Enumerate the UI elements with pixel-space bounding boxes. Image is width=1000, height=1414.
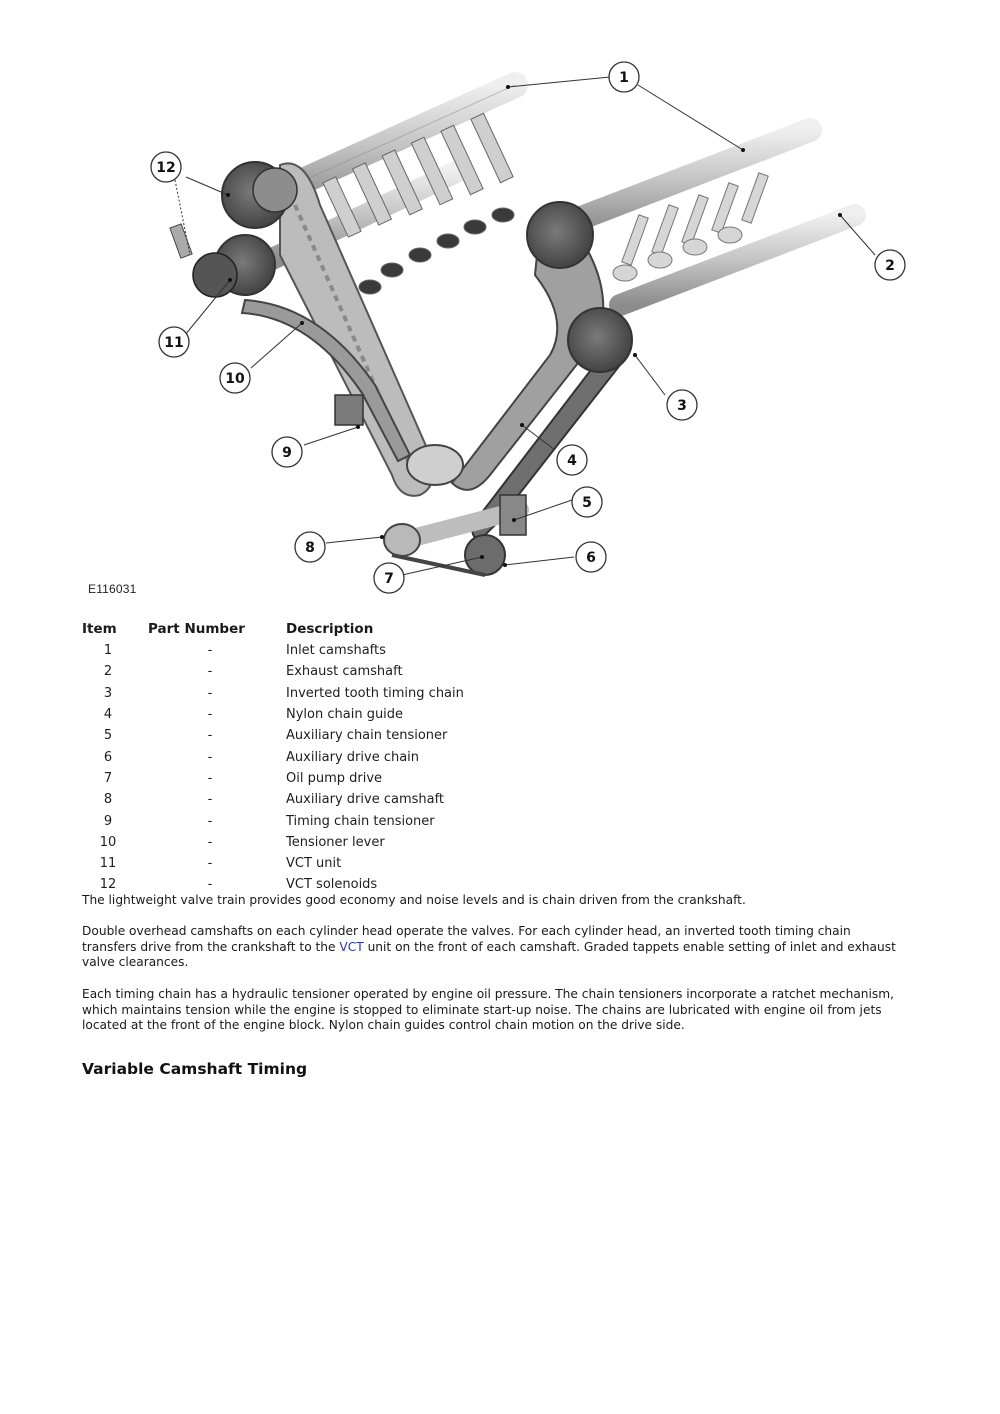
header-item: Item (82, 621, 117, 637)
crankshaft-sprocket (407, 445, 463, 485)
parts-table (82, 618, 464, 896)
svg-text:5: 5 (582, 495, 592, 511)
part-number: - (207, 643, 213, 659)
svg-text:7: 7 (384, 571, 394, 587)
part-number: - (207, 707, 213, 723)
description: Inlet camshafts (286, 643, 386, 659)
part-number: - (207, 685, 213, 701)
paragraph-timing-chain: Each timing chain has a hydraulic tensioner operated by engine oil pressure. The chain tensioners incorporate a ratchet mechanism, which maintains tension while the engine is stopped to eliminate start-up noise. The chains are lubricated with engine oil from jets located at the front of the engine block. Nylon chain guides control chain motion on the drive side. (82, 987, 895, 1032)
part-number: - (207, 770, 213, 786)
callout-6 (576, 542, 606, 572)
callout-3 (667, 390, 697, 420)
item-number: 5 (103, 728, 113, 744)
svg-text:3: 3 (677, 398, 687, 414)
item-number: 3 (103, 685, 113, 701)
table-row (82, 832, 464, 853)
svg-text:10: 10 (225, 371, 245, 387)
valve-train-diagram (130, 55, 930, 600)
paragraph-text: Double overhead camshafts on each cylinder head operate the valves. For each cylinder head, an inverted tooth timing chain transfers drive from the crankshaft to the (82, 924, 851, 954)
vct-solenoid (170, 224, 192, 258)
callout-2 (875, 250, 905, 280)
description: Timing chain tensioner (286, 813, 435, 829)
callout-7 (374, 563, 404, 593)
right-upper-vct-unit (527, 202, 593, 268)
table-row (82, 853, 464, 874)
callout-9 (272, 437, 302, 467)
table-row (82, 810, 464, 831)
svg-text:9: 9 (282, 445, 292, 461)
description: Tensioner lever (286, 834, 385, 850)
part-number: - (207, 856, 213, 872)
description: Oil pump drive (286, 770, 383, 786)
svg-text:6: 6 (586, 550, 596, 566)
item-number: 2 (103, 664, 113, 680)
svg-text:2: 2 (885, 258, 895, 274)
description: Exhaust camshaft (286, 664, 403, 680)
part-number: - (207, 877, 213, 893)
part-number: - (207, 728, 213, 744)
part-number: - (207, 792, 213, 808)
table-row (82, 768, 464, 789)
callout-12 (151, 152, 181, 182)
section-heading: Variable Camshaft Timing (82, 1060, 308, 1078)
paragraph-camshafts (82, 924, 907, 971)
svg-text:4: 4 (567, 453, 577, 469)
callout-10 (220, 363, 250, 393)
right-lower-vct-unit (568, 308, 632, 372)
item-number: 10 (99, 834, 117, 850)
description: Inverted tooth timing chain (286, 685, 464, 701)
table-row (82, 640, 464, 661)
paragraph-text: unit on the front of each camshaft. Graded tappets enable setting of inlet and exhaust valve clearances. (82, 939, 896, 969)
item-number: 4 (103, 707, 113, 723)
svg-text:12: 12 (156, 160, 176, 176)
valve-train-illustration (130, 55, 930, 600)
header-description: Description (286, 621, 374, 637)
part-number: - (207, 664, 213, 680)
table-row (82, 661, 464, 682)
callout-8 (295, 532, 325, 562)
table-row (82, 683, 464, 704)
part-number: - (207, 834, 213, 850)
table-row (82, 725, 464, 746)
item-number: 12 (99, 877, 117, 893)
timing-chain-tensioner (335, 395, 363, 425)
callout-11 (159, 327, 189, 357)
part-number: - (207, 749, 213, 765)
description: Auxiliary drive chain (286, 749, 420, 765)
description: Auxiliary drive camshaft (286, 792, 445, 808)
callout-5 (572, 487, 602, 517)
table-header-row (82, 618, 464, 640)
callout-4 (557, 445, 587, 475)
svg-text:1: 1 (619, 70, 629, 86)
item-number: 7 (103, 770, 113, 786)
svg-text:8: 8 (305, 540, 315, 556)
table-row (82, 789, 464, 810)
item-number: 6 (103, 749, 113, 765)
table-row (82, 746, 464, 767)
paragraph-valve-train: The lightweight valve train provides good economy and noise levels and is chain driven from the crankshaft. (82, 893, 746, 907)
description: VCT unit (286, 856, 342, 872)
part-number: - (207, 813, 213, 829)
table-row (82, 704, 464, 725)
figure-id: E116031 (88, 582, 137, 596)
description: Nylon chain guide (286, 707, 404, 723)
header-part-number: Part Number (148, 621, 245, 637)
item-number: 1 (103, 643, 113, 659)
description: Auxiliary chain tensioner (286, 728, 448, 744)
right-inlet-camshaft (550, 130, 810, 230)
left-lower-vct-unit (193, 235, 275, 297)
description: VCT solenoids (286, 877, 378, 893)
item-number: 11 (99, 856, 117, 872)
callout-1 (609, 62, 639, 92)
svg-text:11: 11 (164, 335, 184, 351)
item-number: 9 (103, 813, 113, 829)
vct-link[interactable]: VCT (339, 939, 364, 954)
item-number: 8 (103, 792, 113, 808)
